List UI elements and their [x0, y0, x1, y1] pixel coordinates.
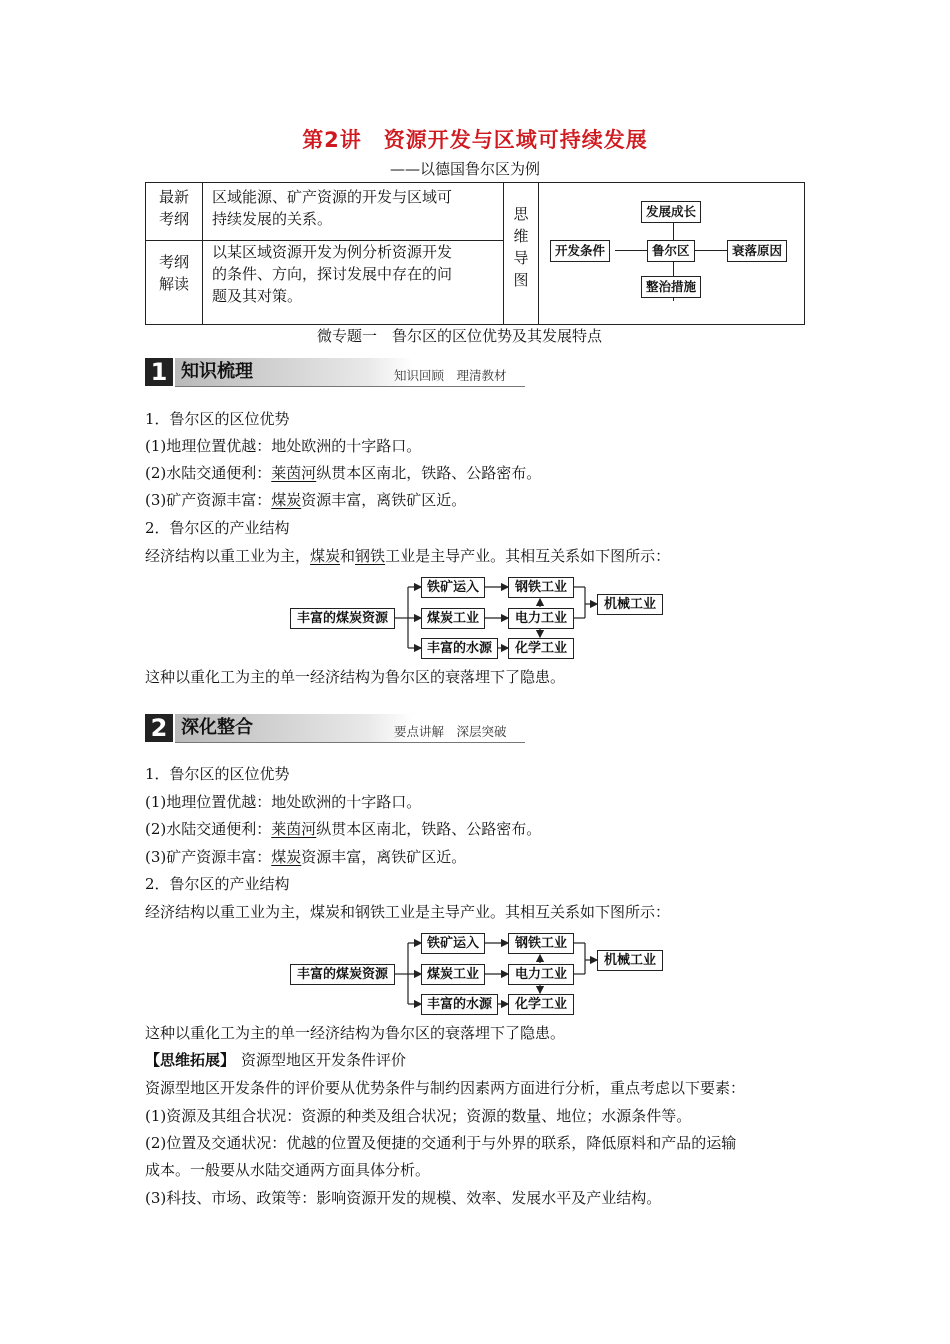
table-divider: [202, 183, 203, 324]
text-line: (1)地理位置优越：地处欧洲的十字路口。: [145, 793, 422, 811]
node-coal-industry: 煤炭工业: [421, 608, 485, 629]
industry-flow-diagram: [0, 577, 950, 659]
section-number: 2: [145, 714, 173, 742]
mind-node-measures: 整治措施: [641, 276, 701, 298]
latest-outline-text: 区域能源、矿产资源的开发与区域可 持续发展的关系。: [212, 188, 453, 228]
text-line: 这种以重化工为主的单一经济结构为鲁尔区的衰落埋下了隐患。: [145, 1024, 566, 1042]
text-line: 经济结构以重工业为主，煤炭和钢铁工业是主导产业。其相互关系如下图所示：: [145, 903, 671, 921]
mind-node-ruhr: 鲁尔区: [647, 240, 695, 262]
node-iron-import: 铁矿运入: [421, 933, 485, 954]
text-line: (2)水陆交通便利：莱茵河纵贯本区南北，铁路、公路密布。: [145, 820, 542, 838]
table-divider: [538, 183, 539, 324]
node-iron-import: 铁矿运入: [421, 577, 485, 598]
node-machinery-industry: 机械工业: [597, 950, 663, 971]
text-line: (2)水陆交通便利：莱茵河纵贯本区南北，铁路、公路密布。: [145, 464, 542, 482]
page-subtitle: ——以德国鲁尔区为例: [390, 160, 541, 178]
node-water-source: 丰富的水源: [421, 994, 498, 1015]
node-steel-industry: 钢铁工业: [508, 933, 574, 954]
text-line: 1．鲁尔区的区位优势: [145, 765, 290, 783]
outline-table: [145, 182, 805, 325]
text-line: 这种以重化工为主的单一经济结构为鲁尔区的衰落埋下了隐患。: [145, 668, 566, 686]
mind-node-decline: 衰落原因: [727, 240, 787, 262]
page-title: 第2讲 资源开发与区域可持续发展: [302, 128, 648, 152]
text-line: 2．鲁尔区的产业结构: [145, 519, 290, 537]
text-line: (1)资源及其组合状况：资源的种类及组合状况；资源的数量、地位；水源条件等。: [145, 1107, 692, 1125]
label-mind-map: 思 维 导 图: [513, 205, 529, 289]
section-banner-2: [145, 714, 525, 742]
node-water-source: 丰富的水源: [421, 638, 498, 659]
mind-node-growth: 发展成长: [641, 201, 701, 223]
banner-rule: [175, 742, 525, 743]
text-line: 2．鲁尔区的产业结构: [145, 875, 290, 893]
section-subtitle: 要点讲解 深层突破: [394, 724, 507, 739]
mind-node-conditions: 开发条件: [550, 240, 610, 262]
section-subtitle: 知识回顾 理清教材: [394, 368, 507, 383]
micro-topic-heading: 微专题一 鲁尔区的区位优势及其发展特点: [317, 327, 603, 345]
node-coal-resources: 丰富的煤炭资源: [290, 608, 395, 629]
label-outline-reading: 考纲 解读: [158, 253, 189, 293]
text-line: 成本。一般要从水陆交通两方面具体分析。: [145, 1161, 431, 1179]
node-coal-resources: 丰富的煤炭资源: [290, 964, 395, 985]
text-line: 经济结构以重工业为主，煤炭和钢铁工业是主导产业。其相互关系如下图所示：: [145, 547, 671, 565]
node-machinery-industry: 机械工业: [597, 594, 663, 615]
section-number: 1: [145, 358, 173, 386]
text-line: (3)矿产资源丰富：煤炭资源丰富，离铁矿区近。: [145, 491, 467, 509]
node-chemical-industry: 化学工业: [508, 638, 574, 659]
node-steel-industry: 钢铁工业: [508, 577, 574, 598]
text-line: (3)矿产资源丰富：煤炭资源丰富，离铁矿区近。: [145, 848, 467, 866]
section-banner-1: [145, 358, 525, 386]
banner-rule: [175, 386, 525, 387]
node-power-industry: 电力工业: [508, 964, 574, 985]
outline-reading-text: 以某区域资源开发为例分析资源开发 的条件、方向，探讨发展中存在的问 题及其对策。: [212, 243, 453, 305]
text-line: (1)地理位置优越：地处欧洲的十字路口。: [145, 437, 422, 455]
extension-heading: 【思维拓展】 资源型地区开发条件评价: [145, 1051, 407, 1069]
node-coal-industry: 煤炭工业: [421, 964, 485, 985]
node-power-industry: 电力工业: [508, 608, 574, 629]
text-line: 资源型地区开发条件的评价要从优势条件与制约因素两方面进行分析，重点考虑以下要素：: [145, 1079, 746, 1097]
text-line: (2)位置及交通状况：优越的位置及便捷的交通利于与外界的联系，降低原料和产品的运输: [145, 1134, 737, 1152]
section-title: 知识梳理: [181, 361, 253, 382]
text-line: 1．鲁尔区的区位优势: [145, 410, 290, 428]
section-title: 深化整合: [181, 717, 253, 738]
node-chemical-industry: 化学工业: [508, 994, 574, 1015]
industry-flow-diagram: [0, 933, 950, 1015]
text-line: (3)科技、市场、政策等：影响资源开发的规模、效率、发展水平及产业结构。: [145, 1189, 662, 1207]
label-latest-outline: 最新 考纲: [158, 188, 189, 228]
